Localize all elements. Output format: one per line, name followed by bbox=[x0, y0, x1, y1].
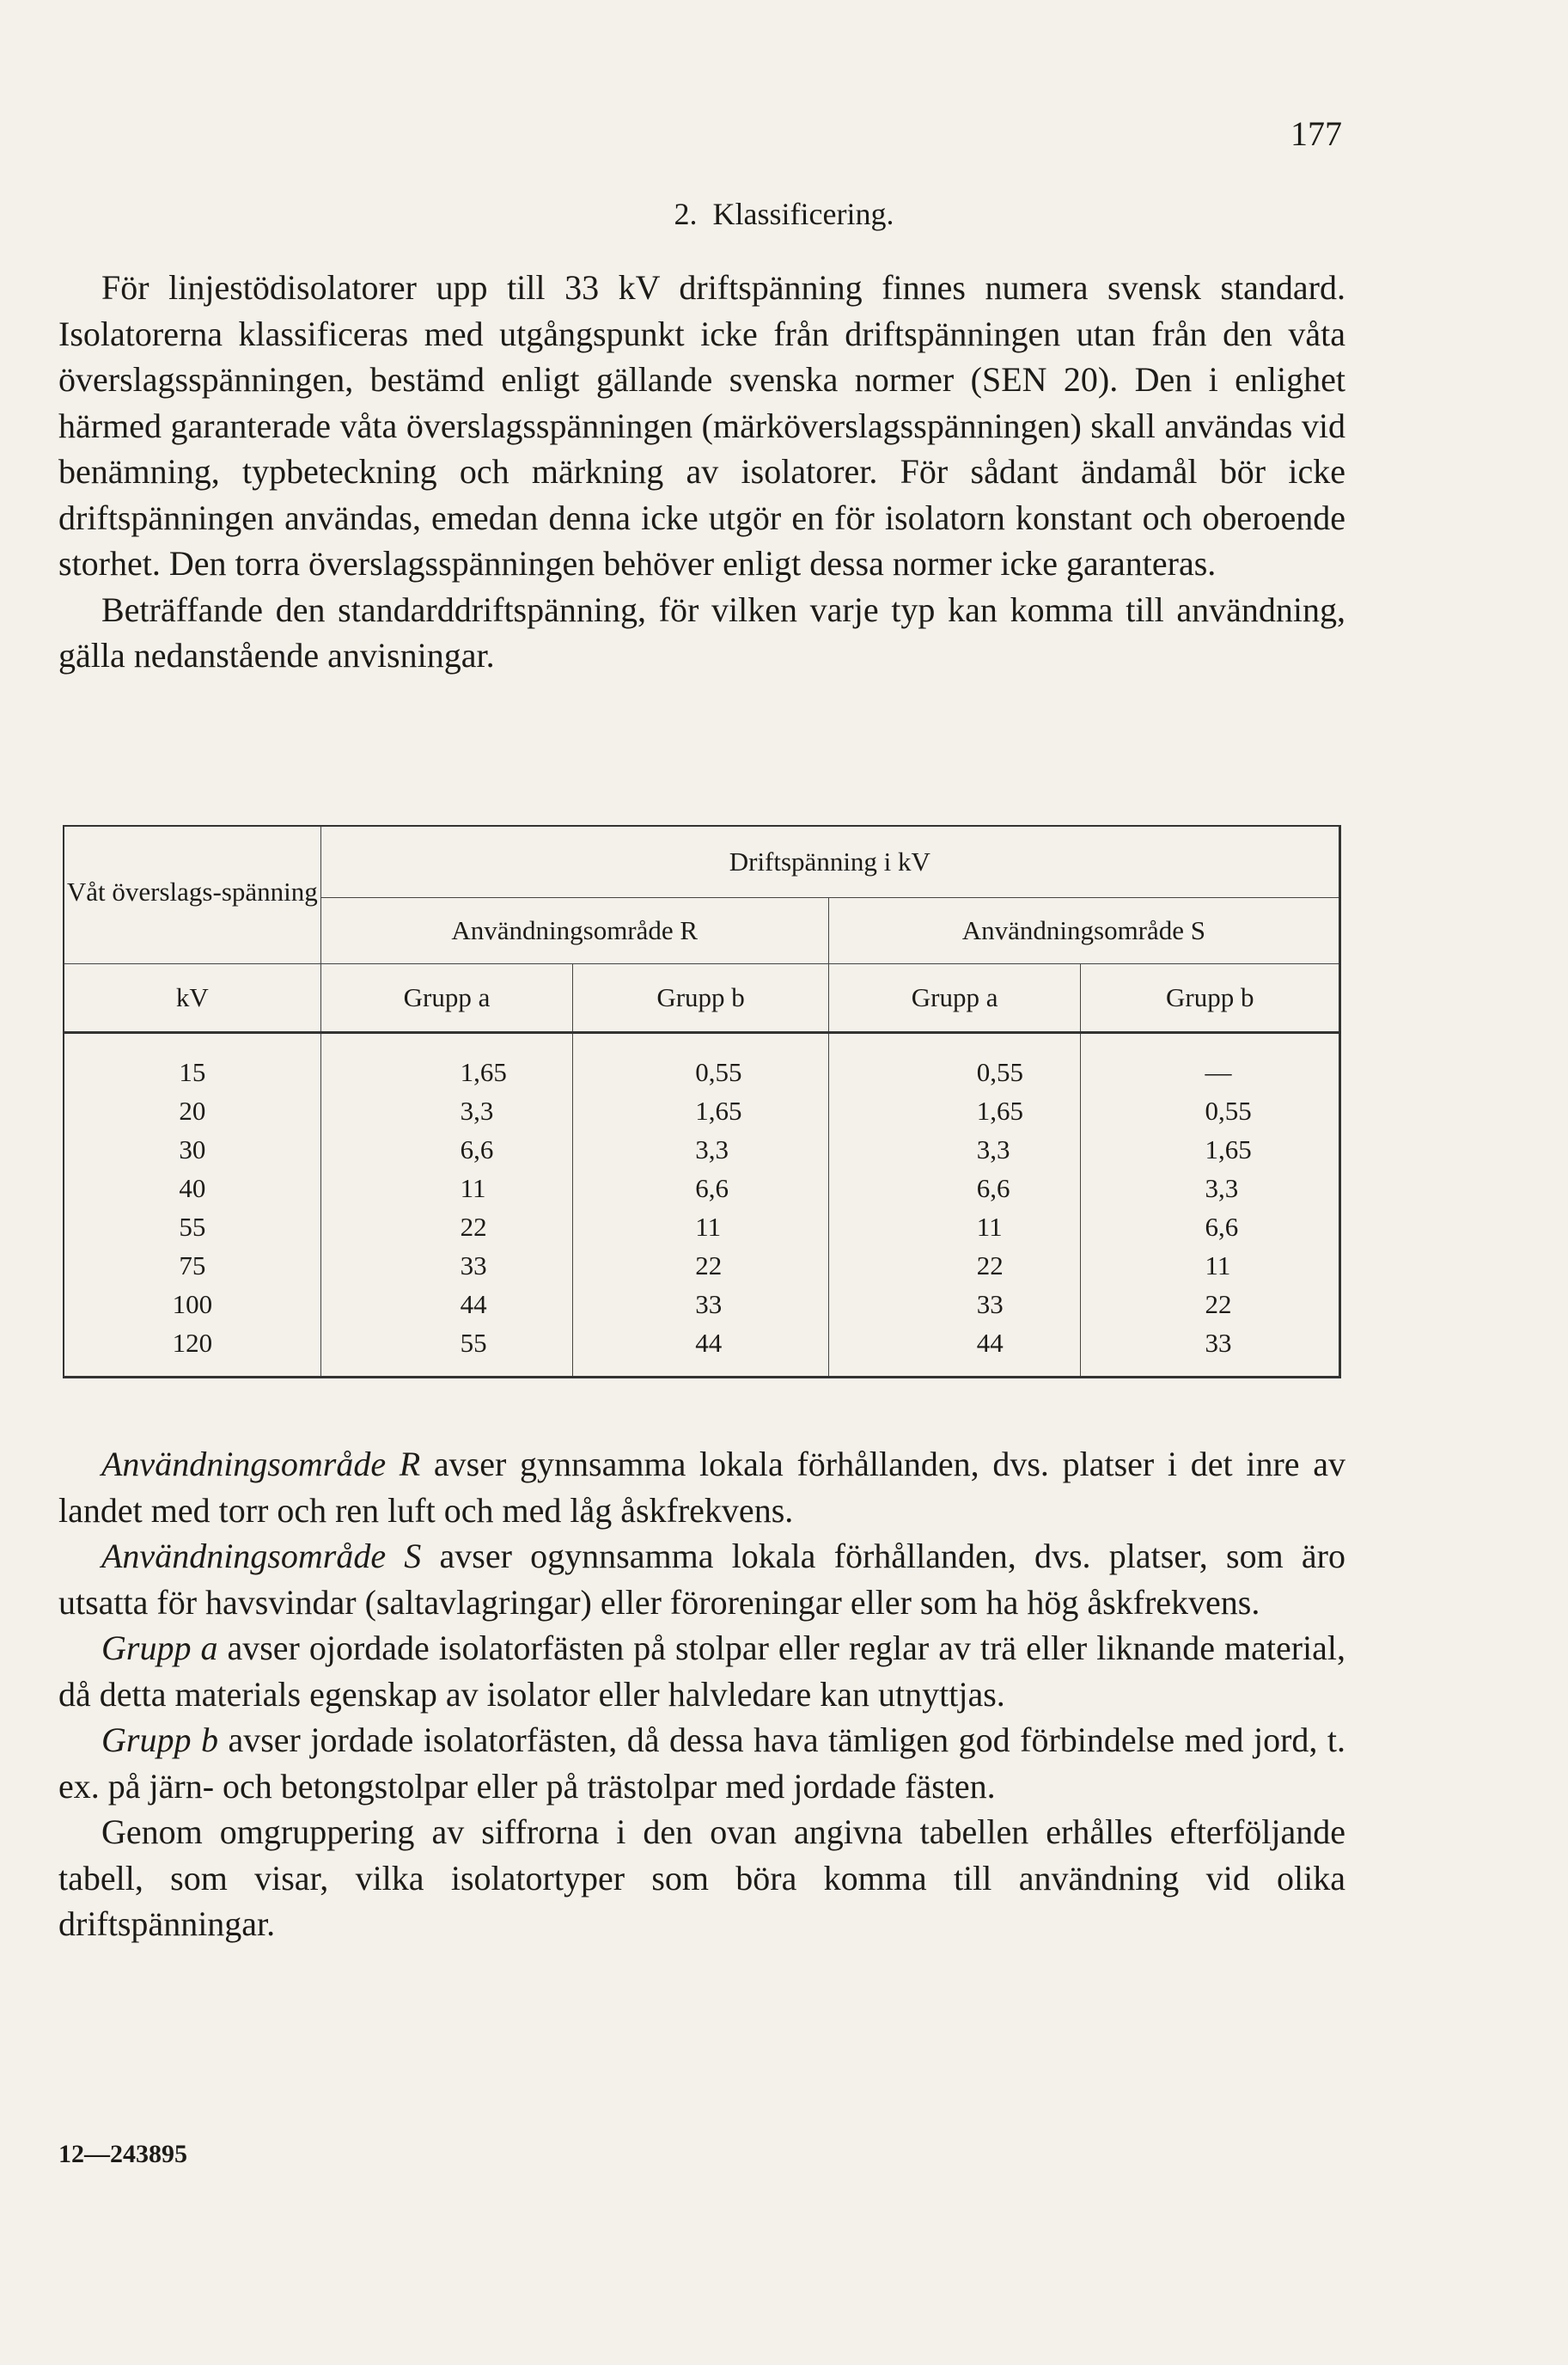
cell-kv: 75 bbox=[64, 1246, 320, 1285]
voltage-table bbox=[63, 825, 1341, 1378]
cell-kv: 55 bbox=[64, 1207, 320, 1246]
table-row bbox=[64, 1246, 1340, 1285]
cell-s-b: 0,55 bbox=[1081, 1091, 1340, 1130]
cell-r-b: 22 bbox=[573, 1246, 829, 1285]
section-title: Klassificering. bbox=[712, 197, 894, 231]
paragraph-standard: För linjestödisolatorer upp till 33 kV driftspänning finnes numera svensk standard. Isolatorerna klassificeras med utgångspunkt icke från driftspänningen utan från den våta överslagsspänningen, bestämd enligt gällande svenska normer (SEN 20). Den i enlighet härmed garanterade våta överslagsspänningen (märköverslagsspänningen) skall användas vid benämning, typbeteckning och märkning av isolatorer. För sådant ändamål bör icke driftspänningen användas, emedan denna icke utgör en för isolatorn konstant och oberoende storhet. Den torra överslagsspänningen behöver enligt dessa normer icke garanteras. bbox=[58, 268, 1345, 583]
print-signature: 12—243895 bbox=[58, 2140, 187, 2168]
definition-text: avser ogynnsamma lokala förhållanden, dvs. platser, som äro utsatta för havsvindar (saltavlagringar) eller föroreningar eller som ha hög åskfrekvens. bbox=[58, 1537, 1346, 1622]
table-row bbox=[64, 1130, 1340, 1169]
cell-s-b: 3,3 bbox=[1081, 1169, 1340, 1207]
header-s-group-b: Grupp b bbox=[1081, 964, 1340, 1033]
definition-area-r bbox=[58, 1441, 1345, 1533]
cell-s-b: 33 bbox=[1081, 1323, 1340, 1378]
cell-r-a: 33 bbox=[320, 1246, 573, 1285]
table-row bbox=[64, 1207, 1340, 1246]
cell-r-a: 55 bbox=[320, 1323, 573, 1378]
cell-r-a: 11 bbox=[320, 1169, 573, 1207]
header-wet-flashover: Våt överslags-spänning bbox=[64, 826, 320, 964]
cell-s-a: 6,6 bbox=[828, 1169, 1081, 1207]
cell-s-a: 3,3 bbox=[828, 1130, 1081, 1169]
cell-r-b: 44 bbox=[573, 1323, 829, 1378]
cell-kv: 20 bbox=[64, 1091, 320, 1130]
definition-text: avser gynnsamma lokala förhållanden, dvs. platser i det inre av landet med torr och ren luft och med låg åskfrekvens. bbox=[58, 1445, 1345, 1530]
table-row bbox=[64, 1033, 1340, 1092]
page-number: 177 bbox=[1290, 114, 1342, 153]
definition-text: avser jordade isolatorfästen, då dessa hava tämligen god förbindelse med jord, t. ex. på järn- och betongstolpar eller på trästolpar med jordade fästen. bbox=[58, 1720, 1345, 1806]
header-r-group-b: Grupp b bbox=[573, 964, 829, 1033]
definition-area-s bbox=[58, 1533, 1345, 1625]
table-row bbox=[64, 1323, 1340, 1378]
cell-kv: 100 bbox=[64, 1285, 320, 1323]
header-r-group-a: Grupp a bbox=[320, 964, 573, 1033]
cell-s-b: 11 bbox=[1081, 1246, 1340, 1285]
header-operating-voltage: Driftspänning i kV bbox=[320, 826, 1339, 898]
cell-s-a: 1,65 bbox=[828, 1091, 1081, 1130]
cell-s-a: 11 bbox=[828, 1207, 1081, 1246]
cell-s-b: 1,65 bbox=[1081, 1130, 1340, 1169]
cell-r-b: 3,3 bbox=[573, 1130, 829, 1169]
term-group-b: Grupp b bbox=[101, 1720, 218, 1759]
cell-r-a: 22 bbox=[320, 1207, 573, 1246]
cell-r-a: 1,65 bbox=[320, 1033, 573, 1092]
definition-group-a bbox=[58, 1625, 1345, 1717]
cell-s-a: 44 bbox=[828, 1323, 1081, 1378]
section-heading bbox=[0, 196, 1568, 232]
definition-group-b bbox=[58, 1717, 1345, 1809]
cell-r-b: 0,55 bbox=[573, 1033, 829, 1092]
cell-kv: 120 bbox=[64, 1323, 320, 1378]
cell-r-b: 1,65 bbox=[573, 1091, 829, 1130]
cell-r-b: 11 bbox=[573, 1207, 829, 1246]
cell-r-a: 44 bbox=[320, 1285, 573, 1323]
header-unit-kv: kV bbox=[64, 964, 320, 1033]
cell-s-a: 33 bbox=[828, 1285, 1081, 1323]
table-row bbox=[64, 1285, 1340, 1323]
section-number: 2. bbox=[674, 197, 698, 231]
cell-s-b: 22 bbox=[1081, 1285, 1340, 1323]
cell-kv: 30 bbox=[64, 1130, 320, 1169]
definitions-text bbox=[58, 1441, 1345, 1947]
cell-s-b: — bbox=[1081, 1033, 1340, 1092]
term-area-r: Användningsområde R bbox=[101, 1445, 421, 1483]
header-s-group-a: Grupp a bbox=[828, 964, 1081, 1033]
intro-text bbox=[58, 265, 1345, 679]
cell-r-a: 3,3 bbox=[320, 1091, 573, 1130]
term-area-s: Användningsområde S bbox=[101, 1537, 422, 1575]
cell-s-a: 22 bbox=[828, 1246, 1081, 1285]
paragraph-instructions: Beträffande den standarddriftspänning, för vilken varje typ kan komma till användning, gälla nedanstående anvisningar. bbox=[58, 590, 1345, 675]
table-row bbox=[64, 1169, 1340, 1207]
cell-r-b: 33 bbox=[573, 1285, 829, 1323]
header-area-r: Användningsområde R bbox=[320, 898, 828, 964]
definition-text: avser ojordade isolatorfästen på stolpar eller reglar av trä eller liknande material, då detta materials egenskap av isolator eller halvledare kan utnyttjas. bbox=[58, 1629, 1346, 1714]
cell-kv: 40 bbox=[64, 1169, 320, 1207]
cell-r-a: 6,6 bbox=[320, 1130, 573, 1169]
table-row bbox=[64, 1091, 1340, 1130]
voltage-table-container bbox=[63, 825, 1341, 1378]
closing-paragraph: Genom omgruppering av siffrorna i den ovan angivna tabellen erhålles efterföljande tabell, som visar, vilka isolatortyper som böra komma till användning vid olika driftspänningar. bbox=[58, 1812, 1345, 1943]
cell-s-a: 0,55 bbox=[828, 1033, 1081, 1092]
header-area-s: Användningsområde S bbox=[828, 898, 1339, 964]
cell-kv: 15 bbox=[64, 1033, 320, 1092]
cell-s-b: 6,6 bbox=[1081, 1207, 1340, 1246]
cell-r-b: 6,6 bbox=[573, 1169, 829, 1207]
term-group-a: Grupp a bbox=[101, 1629, 218, 1667]
